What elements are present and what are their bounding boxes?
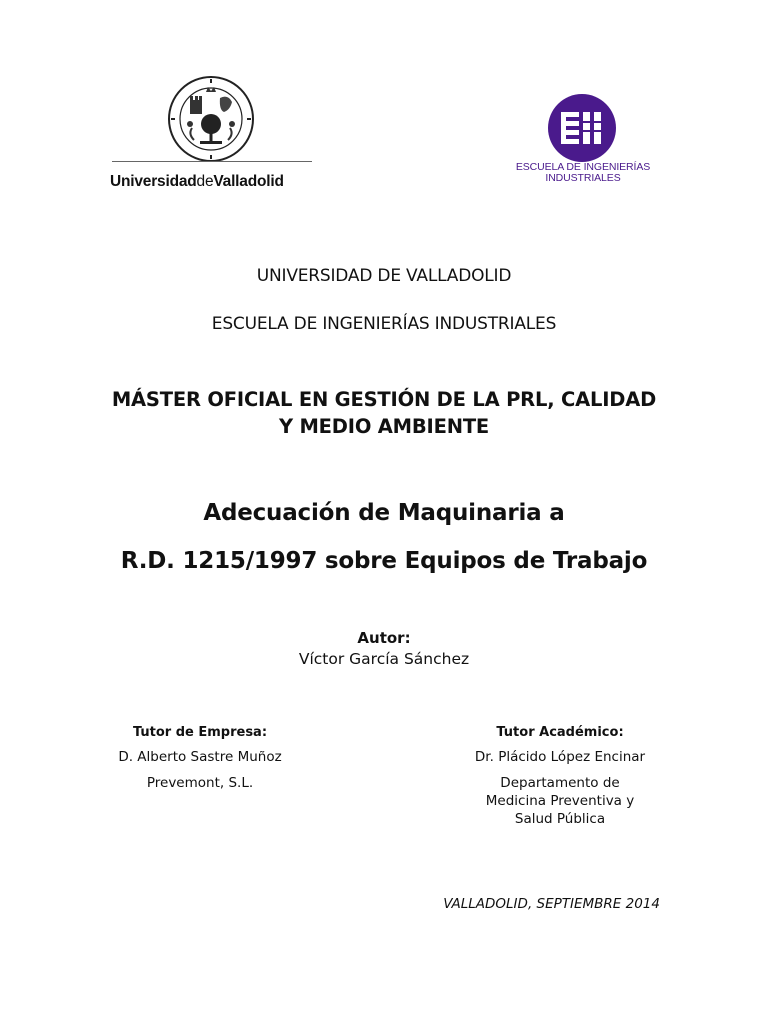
thesis-title-line2: R.D. 1215/1997 sobre Equipos de Trabajo (120, 548, 648, 574)
place-date: VALLADOLID, SEPTIEMBRE 2014 (443, 896, 660, 912)
eii-caption (512, 162, 654, 184)
eii-caption-line2: INDUSTRIALES (545, 172, 621, 184)
uva-logo (110, 74, 315, 194)
academic-tutor-dept-line2: Medicina Preventiva y (485, 793, 635, 809)
thesis-title-line1: Adecuación de Maquinaria a (203, 500, 565, 526)
school-name: ESCUELA DE INGENIERÍAS INDUSTRIALES (211, 314, 557, 334)
program-title-line1: MÁSTER OFICIAL EN GESTIÓN DE LA PRL, CALIDAD (111, 388, 657, 411)
eii-emblem-icon (547, 93, 617, 163)
company-tutor-company: Prevemont, S.L. (146, 775, 254, 791)
uva-wordmark-part1: Universidad (110, 173, 197, 190)
company-tutor-label: Tutor de Empresa: (132, 725, 268, 740)
eii-caption-line1: ESCUELA DE INGENIERÍAS (515, 161, 651, 173)
uva-wordmark-part2: de (196, 173, 214, 190)
academic-tutor-dept-line3: Salud Pública (514, 811, 606, 827)
company-tutor (90, 725, 310, 792)
academic-tutor-name: Dr. Plácido López Encinar (474, 749, 646, 765)
eii-logo (512, 93, 654, 189)
author-name: Víctor García Sánchez (298, 650, 470, 668)
academic-tutor-dept-line1: Departamento de (500, 775, 620, 791)
uva-wordmark-part3: Valladolid (213, 173, 284, 190)
program-title (0, 386, 768, 440)
university-seal-icon (166, 74, 256, 164)
author-label: Autor: (357, 629, 411, 647)
academic-tutor-label: Tutor Académico: (496, 725, 624, 740)
uva-wordmark (110, 173, 320, 191)
company-tutor-name: D. Alberto Sastre Muñoz (118, 749, 282, 765)
academic-tutor (440, 725, 680, 828)
university-name: UNIVERSIDAD DE VALLADOLID (256, 266, 512, 286)
uva-divider (112, 161, 312, 162)
program-title-line2: Y MEDIO AMBIENTE (278, 415, 490, 438)
